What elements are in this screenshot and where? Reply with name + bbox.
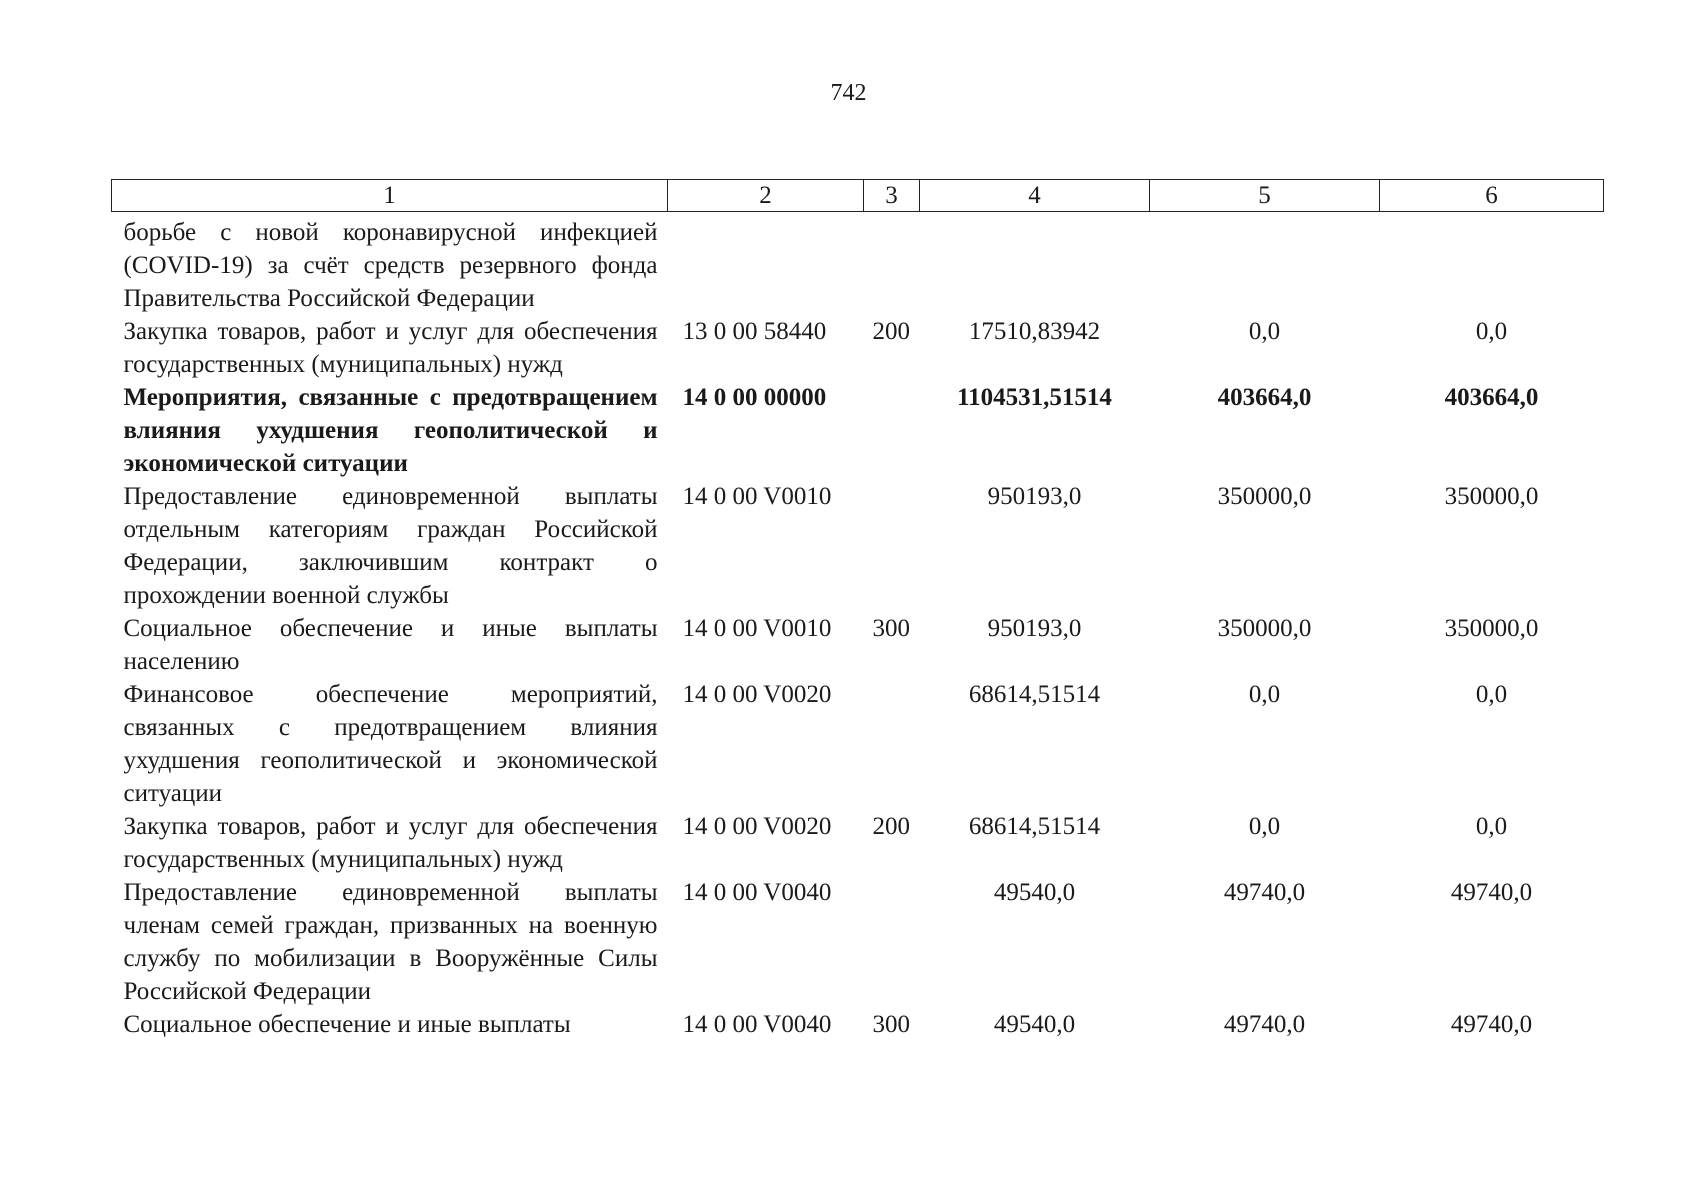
row-expense-type (864, 480, 920, 612)
column-header-4: 4 (920, 180, 1150, 212)
row-value-col5: 0,0 (1248, 813, 1281, 840)
table-row (112, 876, 1604, 1008)
row-value-col4: 1104531,51514 (957, 384, 1112, 411)
row-code: 14 0 00 V0010 (682, 615, 832, 642)
row-code: 14 0 00 V0020 (682, 681, 832, 708)
row-value-col6: 49740,0 (1450, 1011, 1533, 1038)
row-value-col5 (1150, 212, 1380, 316)
row-name: Закупка товаров, работ и услуг для обеспечения государственных (муниципальных) нужд (123, 813, 658, 873)
table-row (112, 1008, 1604, 1041)
page-number: 742 (830, 80, 867, 106)
row-value-col4: 17510,83942 (968, 318, 1101, 345)
row-code: 14 0 00 V0040 (682, 1011, 832, 1038)
row-name: борьбе с новой коронавирусной инфекцией (COVID-19) за счёт средств резервного фонда Правительства Российской Федерации (123, 219, 658, 312)
table-row (112, 810, 1604, 876)
row-value-col5: 0,0 (1248, 318, 1281, 345)
table-body (112, 212, 1604, 1042)
row-expense-type (864, 212, 920, 316)
row-expense-type: 300 (872, 1011, 910, 1038)
table-row (112, 612, 1604, 678)
row-value-col5: 49740,0 (1223, 1011, 1306, 1038)
row-code: 14 0 00 V0010 (682, 483, 832, 510)
row-value-col4: 950193,0 (987, 483, 1082, 510)
row-value-col6: 0,0 (1475, 318, 1508, 345)
row-value-col5: 49740,0 (1223, 879, 1306, 906)
row-code (668, 212, 864, 316)
row-name: Предоставление единовременной выплаты отдельным категориям граждан Российской Федерации, заключившим контракт о прохождении военной службы (123, 483, 658, 609)
column-header-1: 1 (112, 180, 668, 212)
row-value-col5: 350000,0 (1217, 615, 1312, 642)
row-name: Закупка товаров, работ и услуг для обеспечения государственных (муниципальных) нужд (123, 318, 658, 378)
row-expense-type: 200 (872, 813, 910, 840)
table-row (112, 381, 1604, 480)
row-value-col6: 0,0 (1475, 813, 1508, 840)
row-value-col4 (920, 212, 1150, 316)
row-value-col6: 403664,0 (1444, 384, 1539, 411)
row-value-col6: 49740,0 (1450, 879, 1533, 906)
row-value-col4: 950193,0 (987, 615, 1082, 642)
row-value-col6: 350000,0 (1444, 483, 1539, 510)
row-value-col5: 350000,0 (1217, 483, 1312, 510)
row-value-col4: 49540,0 (993, 1011, 1076, 1038)
row-value-col5: 403664,0 (1217, 384, 1312, 411)
table-header (112, 180, 1604, 212)
row-expense-type: 300 (872, 615, 910, 642)
row-value-col5: 0,0 (1248, 681, 1281, 708)
header-row (112, 180, 1604, 212)
row-name: Социальное обеспечение и иные выплаты населению (123, 615, 658, 675)
row-expense-type (864, 678, 920, 810)
row-code: 14 0 00 V0040 (682, 879, 832, 906)
row-value-col6: 0,0 (1475, 681, 1508, 708)
table-row (112, 480, 1604, 612)
row-name: Социальное обеспечение и иные выплаты (123, 1011, 571, 1038)
column-header-6: 6 (1380, 180, 1604, 212)
row-name: Финансовое обеспечение мероприятий, связанных с предотвращением влияния ухудшения геополитической и экономической ситуации (123, 681, 658, 807)
row-value-col4: 49540,0 (993, 879, 1076, 906)
row-expense-type: 200 (872, 318, 910, 345)
column-header-2: 2 (668, 180, 864, 212)
row-name: Предоставление единовременной выплаты членам семей граждан, призванных на военную службу по мобилизации в Вооружённые Силы Российской Федерации (123, 879, 658, 1005)
row-value-col4: 68614,51514 (968, 681, 1101, 708)
row-code: 13 0 00 58440 (682, 318, 827, 345)
row-expense-type (864, 876, 920, 1008)
column-header-3: 3 (864, 180, 920, 212)
row-code: 14 0 00 V0020 (682, 813, 832, 840)
row-value-col6 (1380, 212, 1604, 316)
table-row (112, 212, 1604, 316)
row-value-col6: 350000,0 (1444, 615, 1539, 642)
row-expense-type (864, 381, 920, 480)
column-header-5: 5 (1150, 180, 1380, 212)
table-row (112, 315, 1604, 381)
row-value-col4: 68614,51514 (968, 813, 1101, 840)
row-name: Мероприятия, связанные с предотвращением влияния ухудшения геополитической и экономической ситуации (123, 384, 658, 477)
table-row (112, 678, 1604, 810)
budget-table (111, 179, 1604, 1041)
row-code: 14 0 00 00000 (682, 384, 827, 411)
